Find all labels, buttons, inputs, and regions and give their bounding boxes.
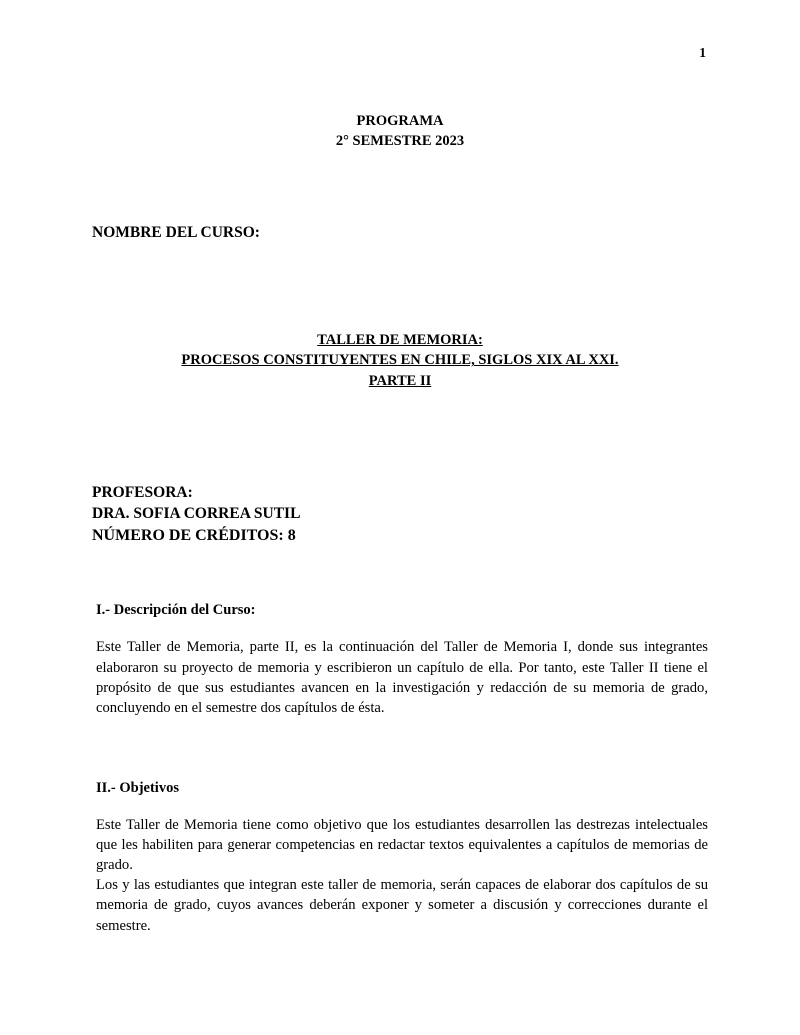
section-paragraph: Este Taller de Memoria, parte II, es la continuación del Taller de Memoria I, donde sus integrantes elaboraron su proyecto de memoria y escribieron un capítulo de ella. Por tanto, este Taller II tiene el propósito de que sus estudiantes avancen en la investigación y redacción de su memoria de grado, concluyendo en el semestre dos capítulos de ésta. [96,639,708,716]
section-paragraph: Este Taller de Memoria tiene como objetivo que los estudiantes desarrollen las destrezas intelectuales que les habiliten para generar competencias en redactar textos equivalentes a capítulos de memorias de grado. [96,816,708,874]
professor-block [92,483,708,546]
professor-label: PROFESORA: [92,483,193,501]
course-name-label: NOMBRE DEL CURSO: [92,224,260,242]
page-number: 1 [699,45,706,60]
section-descripcion [92,602,708,718]
header-line-programa: PROGRAMA [356,113,444,129]
document-header [92,112,708,151]
section-paragraph: Los y las estudiantes que integran este taller de memoria, serán capaces de elaborar dos capítulos de su memoria de grado, cuyos avances deberán exponer y someter a discusión y correcciones durante el semestre. [96,877,708,934]
course-title-line-1: TALLER DE MEMORIA: [317,332,483,349]
course-title-line-2: PROCESOS CONSTITUYENTES EN CHILE, SIGLOS XIX AL XXI. [181,352,619,369]
header-line-semestre: 2° SEMESTRE 2023 [335,132,465,149]
course-name-label-block [92,223,708,244]
course-title-block [92,330,708,391]
credits-line: NÚMERO DE CRÉDITOS: 8 [92,526,296,544]
section-objetivos [92,780,708,936]
professor-name: DRA. SOFIA CORREA SUTIL [92,504,301,522]
course-title-line-3: PARTE II [368,372,432,389]
section-heading: II.- Objetivos [96,779,179,796]
section-heading: I.- Descripción del Curso: [96,602,256,619]
